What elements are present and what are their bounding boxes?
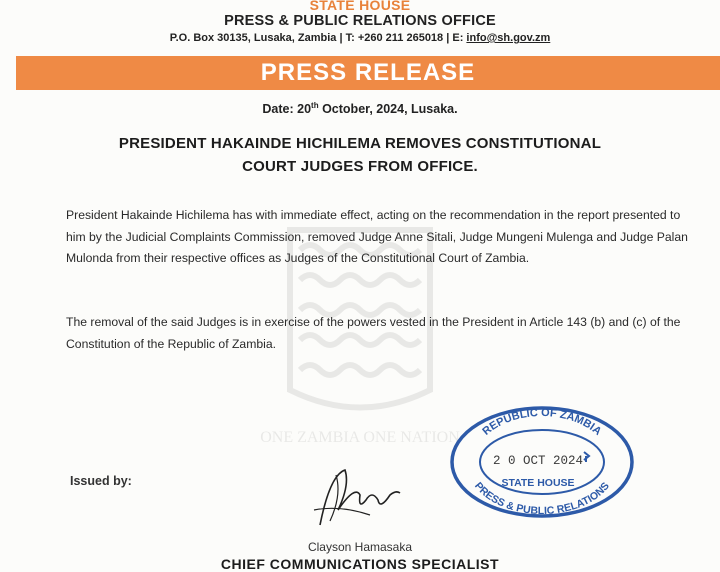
email-link[interactable]: info@sh.gov.zm [466,32,551,44]
stamp-top-text: REPUBLIC OF ZAMBIA [480,406,604,438]
body-paragraph-1: President Hakainde Hichilema has with immediate effect, acting on the recommendation in the report presented to him by the Judicial Complaints Commission, removed Judge Anne Sitali, Judge Mungeni Mulenga and Judge Palan Mulonda from their respective offices as Judges of the Constitutional Court of Zambia. [66,208,688,265]
signer-name: Clayson Hamasaka [307,540,413,554]
press-release-banner: PRESS RELEASE [16,56,720,90]
headline-line-1: PRESIDENT HAKAINDE HICHILEMA REMOVES CONSTITUTIONAL [118,135,602,152]
stamp-date: 2 0 OCT 2024 [492,454,584,468]
watermark-motto: ONE ZAMBIA ONE NATION [260,429,460,446]
org-name: STATE HOUSE [309,0,411,13]
issued-by-label: Issued by: [70,474,132,488]
dateline [0,101,720,116]
signer-title: CHIEF COMMUNICATIONS SPECIALIST [220,556,500,572]
contact-line [0,32,720,44]
date-prefix: Date: 20 [262,102,312,117]
stamp-line-1: STATE HOUSE [501,477,575,489]
office-name: PRESS & PUBLIC RELATIONS OFFICE [224,13,496,29]
stamp-bottom-text: PRESS & PUBLIC RELATIONS [472,480,612,518]
headline [40,132,680,178]
contact-details: P.O. Box 30135, Lusaka, Zambia | T: +260 211 265018 | E: [169,32,467,44]
date-rest: October, 2024, Lusaka. [318,102,458,117]
signature [300,455,410,535]
date-ordinal: th [311,101,319,110]
svg-text:REPUBLIC OF ZAMBIA [480,407,603,438]
body-paragraph-2: The removal of the said Judges is in exercise of the powers vested in the President in Article 143 (b) and (c) of the Constitution of the Republic of Zambia. [66,315,681,351]
headline-line-2: COURT JUDGES FROM OFFICE. [242,158,478,175]
official-stamp [446,400,638,520]
